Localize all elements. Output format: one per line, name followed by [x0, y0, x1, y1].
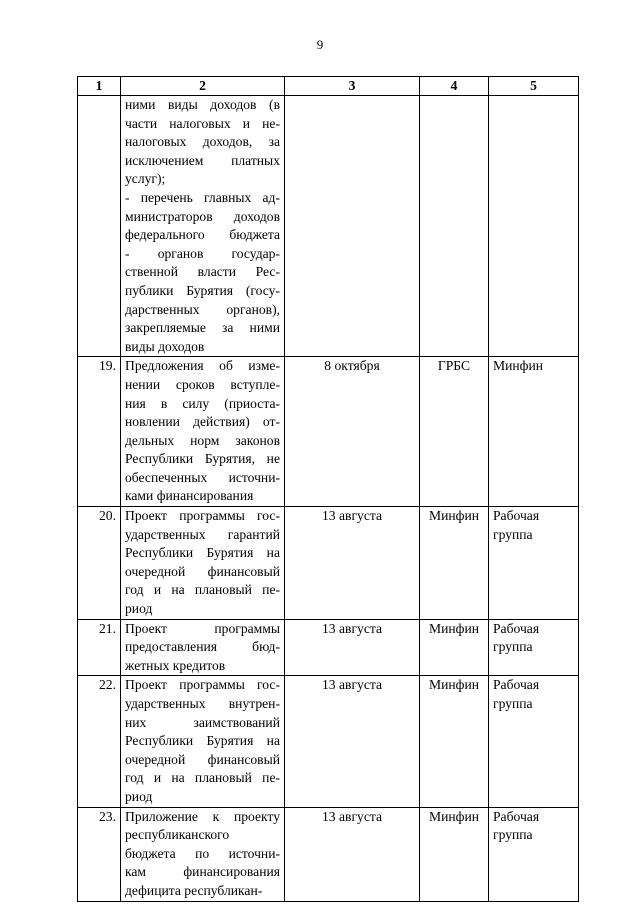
row-deadline — [285, 96, 420, 357]
description-line: очередной финансовый — [125, 751, 280, 767]
description-line: публики Бурятия (госу- — [125, 282, 280, 298]
description-line: год и на плановый пе- — [125, 582, 280, 598]
row-number: 20. — [78, 507, 121, 620]
description-line: Проект программы гос- — [125, 677, 280, 693]
row-coexecutor: Минфин — [489, 357, 579, 507]
description-line: Республики Бурятия, не — [125, 451, 280, 467]
description-line: налоговых доходов, за — [125, 134, 280, 150]
row-deadline: 13 августа — [285, 807, 420, 901]
description-line: республиканского — [125, 827, 230, 843]
description-line: обеспеченных источни- — [125, 469, 280, 485]
table-row — [78, 96, 579, 357]
description-line: дефицита республикан- — [125, 882, 263, 898]
column-header-2: 2 — [121, 77, 285, 96]
row-coexecutor — [489, 96, 579, 357]
table-row — [78, 507, 579, 620]
row-description — [121, 676, 285, 807]
description-line: ударственных гарантий — [125, 526, 280, 542]
description-line: Предложения об изме- — [125, 358, 280, 374]
description-line: Проект программы — [125, 620, 280, 636]
row-deadline: 8 октября — [285, 357, 420, 507]
column-header-4: 4 — [420, 77, 489, 96]
description-line: закрепляемые за ними — [125, 320, 280, 336]
row-coexecutor: Рабочая группа — [489, 676, 579, 807]
description-line: дельных норм законов — [125, 432, 280, 448]
description-line: ственной власти Рес- — [125, 264, 280, 280]
row-description — [121, 619, 285, 676]
description-line: услуг); — [125, 171, 166, 187]
description-line: ками финансирования — [125, 488, 254, 504]
table-row — [78, 807, 579, 901]
row-description — [121, 357, 285, 507]
row-responsible: Минфин — [420, 507, 489, 620]
table-row — [78, 619, 579, 676]
row-number — [78, 96, 121, 357]
table-row — [78, 357, 579, 507]
description-line: федерального бюджета — [125, 227, 280, 243]
description-line: дарственных органов), — [125, 301, 280, 317]
description-line: год и на плановый пе- — [125, 770, 280, 786]
row-deadline: 13 августа — [285, 676, 420, 807]
description-line: - перечень главных ад- — [125, 189, 280, 205]
column-header-3: 3 — [285, 77, 420, 96]
table-row — [78, 676, 579, 807]
description-line: ударственных внутрен- — [125, 696, 280, 711]
description-line: Приложение к проекту — [125, 808, 280, 824]
description-line: - органов государ- — [125, 245, 280, 261]
row-responsible: Минфин — [420, 676, 489, 807]
plan-table — [77, 76, 579, 902]
row-number: 23. — [78, 807, 121, 901]
description-line: части налоговых и не- — [125, 115, 280, 131]
description-line: виды доходов — [125, 338, 205, 354]
row-number: 22. — [78, 676, 121, 807]
description-line: министраторов доходов — [125, 208, 280, 224]
column-header-1: 1 — [78, 77, 121, 96]
row-responsible — [420, 96, 489, 357]
description-line: Республики Бурятия на — [125, 545, 280, 561]
row-deadline: 13 августа — [285, 619, 420, 676]
row-coexecutor: Рабочая группа — [489, 807, 579, 901]
description-line: предоставления бюд- — [125, 639, 280, 655]
row-deadline: 13 августа — [285, 507, 420, 620]
row-responsible: Минфин — [420, 807, 489, 901]
description-line: риод — [125, 788, 153, 804]
table-body — [78, 96, 579, 902]
table-header-row — [78, 77, 579, 96]
description-line: исключением платных — [125, 152, 280, 168]
description-line: Проект программы гос- — [125, 508, 280, 524]
description-line: Республики Бурятия на — [125, 733, 280, 749]
page-number: 9 — [316, 37, 324, 52]
row-coexecutor: Рабочая группа — [489, 507, 579, 620]
description-line: очередной финансовый — [125, 563, 280, 579]
row-description — [121, 807, 285, 901]
description-line: новлении действия) от- — [125, 414, 280, 430]
row-responsible: Минфин — [420, 619, 489, 676]
description-line: нении сроков вступле- — [125, 376, 280, 392]
description-line: ними виды доходов (в — [125, 97, 280, 112]
description-line: жетных кредитов — [125, 657, 226, 673]
column-header-5: 5 — [489, 77, 579, 96]
row-responsible: ГРБС — [420, 357, 489, 507]
description-line: бюджета по источни- — [125, 845, 280, 861]
description-line: риод — [125, 601, 153, 617]
row-coexecutor: Рабочая группа — [489, 619, 579, 676]
row-number: 21. — [78, 619, 121, 676]
description-line: них заимствований — [125, 714, 280, 730]
description-line: ния в силу (приоста- — [125, 395, 280, 411]
row-description — [121, 507, 285, 620]
row-description — [121, 96, 285, 357]
row-number: 19. — [78, 357, 121, 507]
description-line: кам финансирования — [125, 864, 280, 880]
